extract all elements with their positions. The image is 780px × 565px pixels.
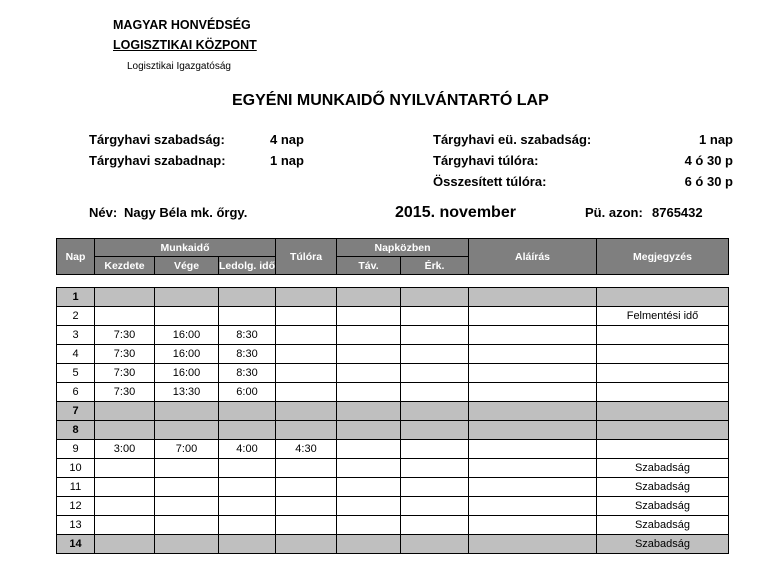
cell-megjegyzes: Szabadság [597,497,729,516]
header-tav: Táv. [337,257,401,275]
cell-tulora [276,364,337,383]
header-napkozben: Napközben [337,239,469,257]
cell-vege [155,288,219,307]
cell-alairas [469,440,597,459]
cell-tav [337,459,401,478]
cell-kezdete [95,516,155,535]
table-row [57,497,729,516]
cell-nap: 14 [57,535,95,554]
cell-tulora [276,421,337,440]
cell-tulora [276,516,337,535]
cell-alairas [469,383,597,402]
cell-alairas [469,326,597,345]
summary-value-osszesitett: 6 ó 30 p [684,174,733,189]
cell-ledolg [219,497,276,516]
cell-vege [155,459,219,478]
cell-ledolg: 8:30 [219,345,276,364]
cell-ledolg: 4:00 [219,440,276,459]
cell-tulora [276,307,337,326]
cell-ledolg: 8:30 [219,326,276,345]
cell-vege [155,535,219,554]
cell-nap: 10 [57,459,95,478]
person-id: 8765432 [652,205,703,220]
cell-megjegyzes: Felmentési idő [597,307,729,326]
org-name: MAGYAR HONVÉDSÉG [113,18,251,32]
cell-tav [337,383,401,402]
cell-alairas [469,307,597,326]
cell-nap: 8 [57,421,95,440]
cell-kezdete [95,459,155,478]
cell-kezdete [95,478,155,497]
id-label: Pü. azon: [585,205,643,220]
cell-ledolg [219,516,276,535]
timesheet-table [56,238,729,554]
summary-value-eu-szabadsag: 1 nap [699,132,733,147]
cell-kezdete [95,535,155,554]
summary-label-eu-szabadsag: Tárgyhavi eü. szabadság: [433,132,592,147]
cell-erk [401,516,469,535]
cell-erk [401,421,469,440]
cell-kezdete [95,421,155,440]
cell-tulora [276,478,337,497]
cell-vege: 16:00 [155,345,219,364]
table-row [57,516,729,535]
cell-nap: 7 [57,402,95,421]
cell-alairas [469,421,597,440]
table-gap-row [57,275,729,288]
cell-erk [401,478,469,497]
cell-alairas [469,516,597,535]
name-label: Név: [89,205,118,220]
cell-erk [401,364,469,383]
cell-ledolg [219,288,276,307]
cell-kezdete: 3:00 [95,440,155,459]
cell-tulora [276,345,337,364]
cell-megjegyzes [597,383,729,402]
table-row [57,364,729,383]
cell-megjegyzes: Szabadság [597,478,729,497]
cell-megjegyzes [597,326,729,345]
header-alairas: Aláírás [469,239,597,275]
cell-nap: 4 [57,345,95,364]
summary-label-osszesitett: Összesített túlóra: [433,174,547,189]
cell-erk [401,440,469,459]
cell-erk [401,402,469,421]
page-title: EGYÉNI MUNKAIDŐ NYILVÁNTARTÓ LAP [232,92,549,109]
table-row [57,459,729,478]
cell-ledolg [219,459,276,478]
cell-tulora [276,383,337,402]
cell-nap: 12 [57,497,95,516]
cell-nap: 6 [57,383,95,402]
cell-tav [337,402,401,421]
cell-erk [401,497,469,516]
cell-tav [337,440,401,459]
cell-megjegyzes: Szabadság [597,459,729,478]
cell-erk [401,535,469,554]
cell-tulora [276,288,337,307]
table-row [57,326,729,345]
cell-nap: 1 [57,288,95,307]
cell-nap: 3 [57,326,95,345]
cell-megjegyzes [597,364,729,383]
person-name: Nagy Béla mk. őrgy. [124,205,248,220]
cell-alairas [469,402,597,421]
cell-nap: 5 [57,364,95,383]
cell-tav [337,535,401,554]
cell-kezdete: 7:30 [95,364,155,383]
cell-alairas [469,288,597,307]
cell-alairas [469,364,597,383]
cell-ledolg: 8:30 [219,364,276,383]
cell-tulora [276,497,337,516]
cell-megjegyzes [597,288,729,307]
month-label: 2015. november [395,204,516,221]
table-row [57,307,729,326]
header-erk: Érk. [401,257,469,275]
cell-alairas [469,478,597,497]
summary-value-tulora: 4 ó 30 p [684,153,733,168]
cell-tav [337,478,401,497]
table-row [57,402,729,421]
cell-alairas [469,345,597,364]
cell-kezdete [95,288,155,307]
cell-vege: 13:30 [155,383,219,402]
cell-megjegyzes: Szabadság [597,516,729,535]
cell-megjegyzes: Szabadság [597,535,729,554]
header-megjegyzes: Megjegyzés [597,239,729,275]
summary-label-szabadsag: Tárgyhavi szabadság: [89,132,225,147]
org-unit: LOGISZTIKAI KÖZPONT [113,38,257,52]
cell-tulora [276,326,337,345]
cell-ledolg: 6:00 [219,383,276,402]
cell-vege [155,497,219,516]
cell-vege [155,307,219,326]
header-kezdete: Kezdete [95,257,155,275]
cell-erk [401,383,469,402]
cell-tav [337,345,401,364]
cell-erk [401,307,469,326]
cell-vege [155,516,219,535]
summary-value-szabadsag: 4 nap [270,132,304,147]
cell-kezdete: 7:30 [95,345,155,364]
cell-vege: 7:00 [155,440,219,459]
cell-kezdete: 7:30 [95,326,155,345]
cell-ledolg [219,478,276,497]
cell-tav [337,364,401,383]
cell-tulora [276,402,337,421]
header-munkaido: Munkaidő [95,239,276,257]
header-ledolg: Ledolg. idő [219,257,276,275]
table-row [57,478,729,497]
cell-vege [155,478,219,497]
cell-ledolg [219,307,276,326]
cell-alairas [469,497,597,516]
cell-tav [337,326,401,345]
cell-tulora: 4:30 [276,440,337,459]
cell-kezdete [95,402,155,421]
cell-tav [337,516,401,535]
cell-alairas [469,459,597,478]
org-department: Logisztikai Igazgatóság [127,61,231,72]
cell-ledolg [219,402,276,421]
cell-nap: 9 [57,440,95,459]
cell-nap: 11 [57,478,95,497]
cell-ledolg [219,535,276,554]
cell-erk [401,288,469,307]
cell-tav [337,421,401,440]
cell-vege: 16:00 [155,364,219,383]
header-nap: Nap [57,239,95,275]
table-row [57,345,729,364]
cell-vege [155,421,219,440]
cell-tav [337,497,401,516]
header-vege: Vége [155,257,219,275]
cell-kezdete: 7:30 [95,383,155,402]
cell-erk [401,459,469,478]
header-tulora: Túlóra [276,239,337,275]
cell-erk [401,326,469,345]
cell-kezdete [95,307,155,326]
cell-nap: 13 [57,516,95,535]
summary-value-szabadnap: 1 nap [270,153,304,168]
cell-tav [337,307,401,326]
table-row [57,440,729,459]
cell-tulora [276,459,337,478]
cell-nap: 2 [57,307,95,326]
cell-tulora [276,535,337,554]
cell-megjegyzes [597,402,729,421]
cell-kezdete [95,497,155,516]
cell-tav [337,288,401,307]
table-row [57,288,729,307]
cell-erk [401,345,469,364]
cell-vege [155,402,219,421]
cell-alairas [469,535,597,554]
table-row [57,535,729,554]
table-row [57,421,729,440]
cell-megjegyzes [597,421,729,440]
cell-megjegyzes [597,345,729,364]
table-row [57,383,729,402]
summary-label-tulora: Tárgyhavi túlóra: [433,153,539,168]
cell-ledolg [219,421,276,440]
cell-vege: 16:00 [155,326,219,345]
cell-megjegyzes [597,440,729,459]
summary-label-szabadnap: Tárgyhavi szabadnap: [89,153,226,168]
